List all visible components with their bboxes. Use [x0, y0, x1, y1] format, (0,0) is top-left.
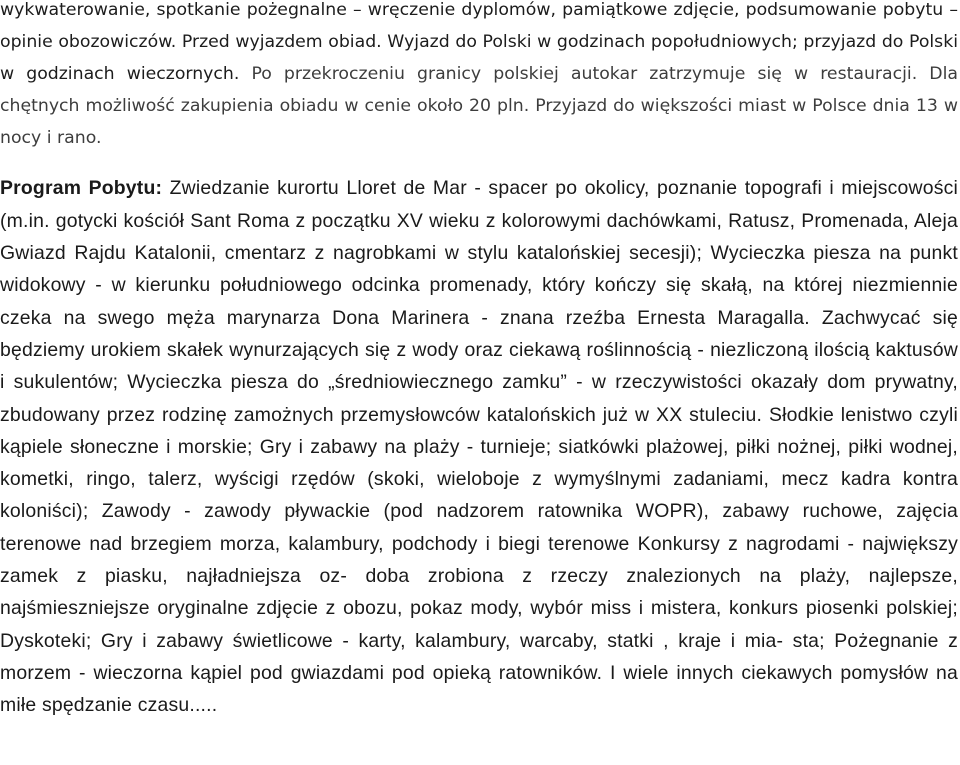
travel-schedule-paragraph	[0, 0, 958, 154]
schedule-intro-text: wykwaterowanie, spotkanie pożegnalne – wręczenie dyplomów, pamiątkowe zdjęcie, podsumowanie pobytu – opinie obozowiczów. Przed wyjazdem obiad. Wyjazd do Polski w godzinach popołudniowych; przyjazd do Polski w godzinach wieczornych.	[0, 0, 958, 85]
schedule-return-text: Po przekroczeniu granicy polskiej autokar zatrzymuje się w restauracji. Dla chętnych możliwość zakupienia obiadu w cenie około 20 pln. Przyjazd do większości miast w Polsce dnia 13 w nocy i rano.	[0, 64, 958, 149]
program-label: Program Pobytu:	[0, 177, 163, 200]
program-text: Zwiedzanie kurortu Lloret de Mar - spacer po okolicy, poznanie topografi i miejscowości (m.in. gotycki kościół Sant Roma z początku XV wieku z kolorowymi dachówkami, Ratusz, Promenada, Aleja Gwiazd Rajdu Katalonii, cmentarz z nagrobkami w stylu katalońskiej secesji); Wycieczka piesza na punkt widokowy - w kierunku południowego odcinka promenady, który kończy się skałą, na której niezmiennie czeka na swego męża marynarza Dona Marinera - znana rzeźba Ernesta Maragalla. Zachwycać się będziemy urokiem skałek wynurzających się z wody oraz ciekawą roślinnością - niezliczoną ilością kaktusów i sukulentów; Wycieczka piesza do „średniowiecznego zamku” - w rzeczywistości okazały dom prywatny, zbudowany przez rodzinę zamożnych przemysłowców katalońskich już w XX stuleciu. Słodkie lenistwo czyli kąpiele słoneczne i morskie; Gry i zabawy na plaży - turnieje; siatkówki plażowej, piłki nożnej, piłki wodnej, kometki, ringo, talerz, wyścigi rzędów (skoki, wieloboje z wymyślnymi zadaniami, mecz kadra kontra koloniści); Zawody - zawody pływackie (pod nadzorem ratownika WOPR), zabawy ruchowe, zajęcia terenowe nad brzegiem morza, kalambury, podchody i biegi terenowe Konkursy z nagrodami - największy zamek z piasku, najładniejsza oz- doba zrobiona z rzeczy znalezionych na plaży, najlepsze, najśmieszniejsze oryginalne zdjęcie z obozu, pokaz mody, wybór miss i mistera, konkurs piosenki polskiej; Dyskoteki; Gry i zabawy świetlicowe - karty, kalambury, warcaby, statki , kraje i mia- sta; Pożegnanie z morzem - wieczorna kąpiel pod gwiazdami pod opieką ratowników. I wiele innych ciekawych pomysłów na miłe spędzanie czasu.....	[0, 177, 958, 717]
program-paragraph	[0, 172, 958, 721]
